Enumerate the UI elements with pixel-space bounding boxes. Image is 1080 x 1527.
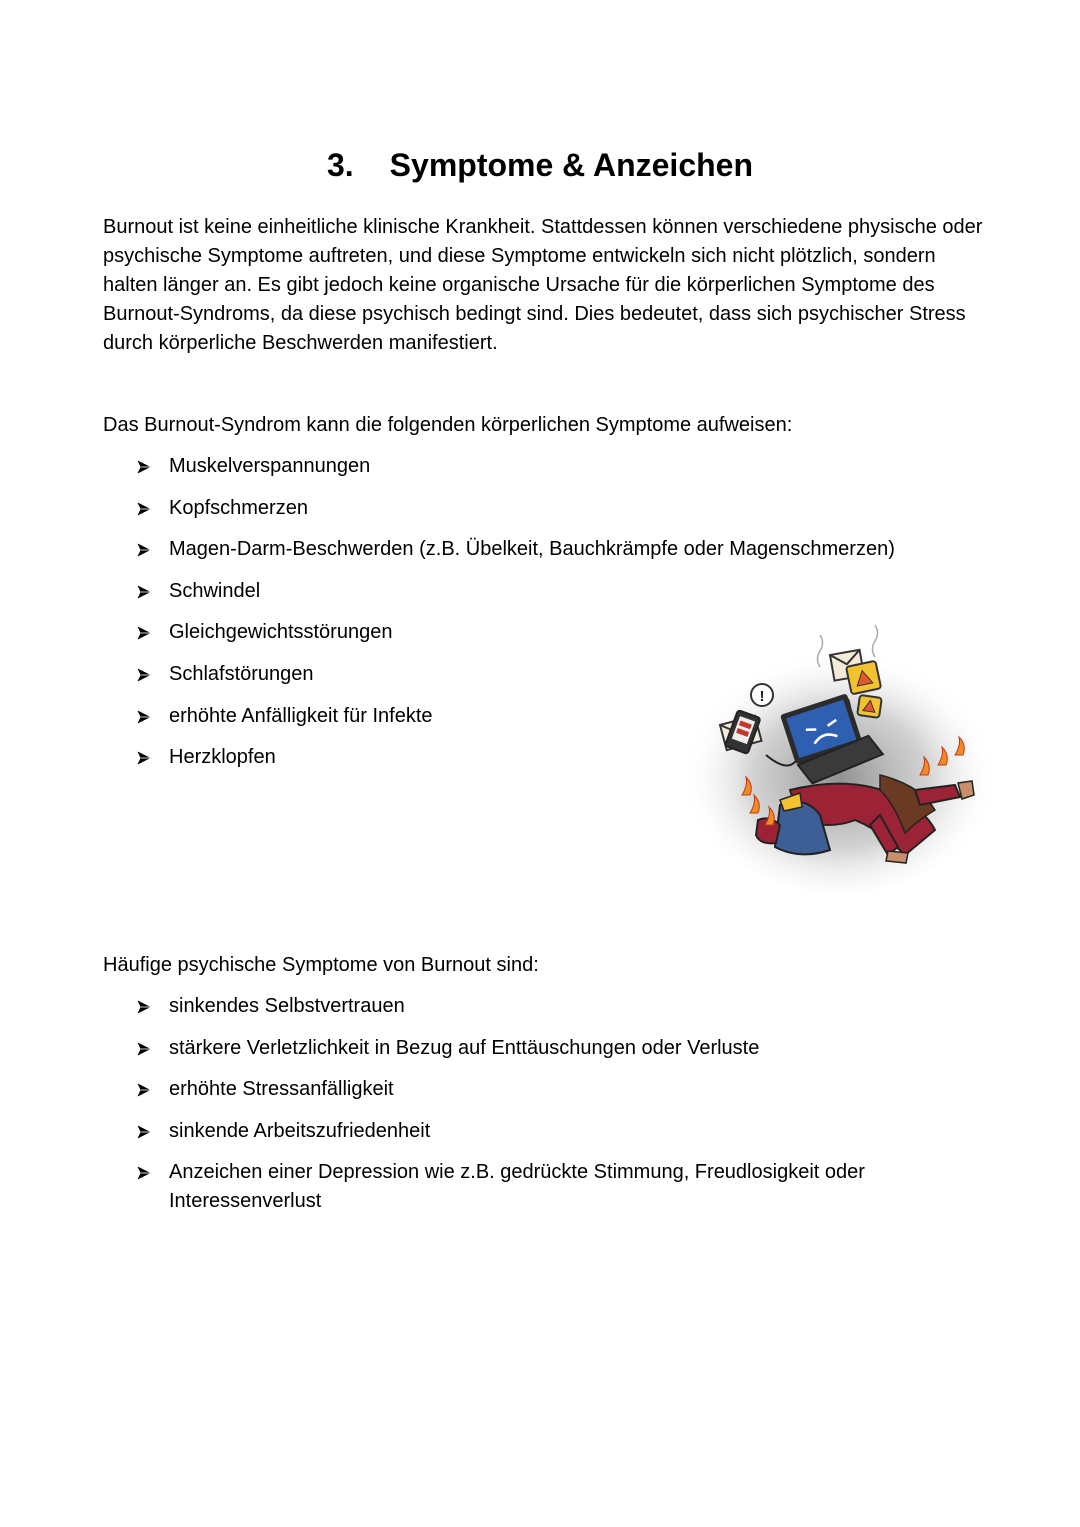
arrowhead-bullet-icon (137, 585, 151, 599)
arrowhead-bullet-icon (137, 1042, 151, 1056)
list-item: erhöhte Stressanfälligkeit (103, 1075, 983, 1104)
list-item: Kopfschmerzen (103, 494, 983, 523)
list-item: Herzklopfen (103, 743, 983, 772)
arrowhead-bullet-icon (137, 710, 151, 724)
arrowhead-bullet-icon (137, 460, 151, 474)
arrowhead-bullet-icon (137, 1125, 151, 1139)
list-item: erhöhte Anfälligkeit für Infekte (103, 702, 983, 731)
arrowhead-bullet-icon (137, 626, 151, 640)
list-item: Anzeichen einer Depression wie z.B. gedrückte Stimmung, Freudlosigkeit oder Interessenverlust (103, 1158, 983, 1216)
list-item: sinkende Arbeitszufriedenheit (103, 1117, 983, 1146)
arrowhead-bullet-icon (137, 1166, 151, 1180)
arrowhead-bullet-icon (137, 543, 151, 557)
arrowhead-bullet-icon (137, 1000, 151, 1014)
list-item: Magen-Darm-Beschwerden (z.B. Übelkeit, Bauchkrämpfe oder Magenschmerzen) (103, 535, 983, 564)
list-item: Gleichgewichtsstörungen (103, 618, 983, 647)
arrowhead-bullet-icon (137, 751, 151, 765)
svg-text:!: ! (759, 688, 765, 705)
section-heading (0, 143, 1080, 187)
psychic-symptoms-list (103, 992, 983, 1229)
list-item: Schwindel (103, 577, 983, 606)
list-item: Schlafstörungen (103, 660, 983, 689)
intro-paragraph: Burnout ist keine einheitliche klinische Krankheit. Stattdessen können verschiedene physische oder psychische Symptome auftreten, und diese Symptome entwickeln sich nicht plötzlich, sondern halten länger an. Es gibt jedoch keine organische Ursache für die körperlichen Symptome des Burnout-Syndroms, da diese psychisch bedingt sind. Dies bedeutet, dass sich psychischer Stress durch körperliche Beschwerden manifestiert. (103, 216, 983, 354)
list-item: sinkendes Selbstvertrauen (103, 992, 983, 1021)
list-item: stärkere Verletzlichkeit in Bezug auf Enttäuschungen oder Verluste (103, 1034, 983, 1063)
arrowhead-bullet-icon (137, 668, 151, 682)
section-number: 3. (326, 147, 354, 184)
list-item: Muskelverspannungen (103, 452, 983, 481)
burnout-illustration-icon (680, 615, 1000, 900)
psychic-symptoms-lead: Häufige psychische Symptome von Burnout sind: (103, 954, 539, 976)
arrowhead-bullet-icon (137, 502, 151, 516)
section-title: Symptome & Anzeichen (389, 147, 753, 184)
arrowhead-bullet-icon (137, 1083, 151, 1097)
physical-symptoms-lead: Das Burnout-Syndrom kann die folgenden körperlichen Symptome aufweisen: (103, 414, 793, 436)
